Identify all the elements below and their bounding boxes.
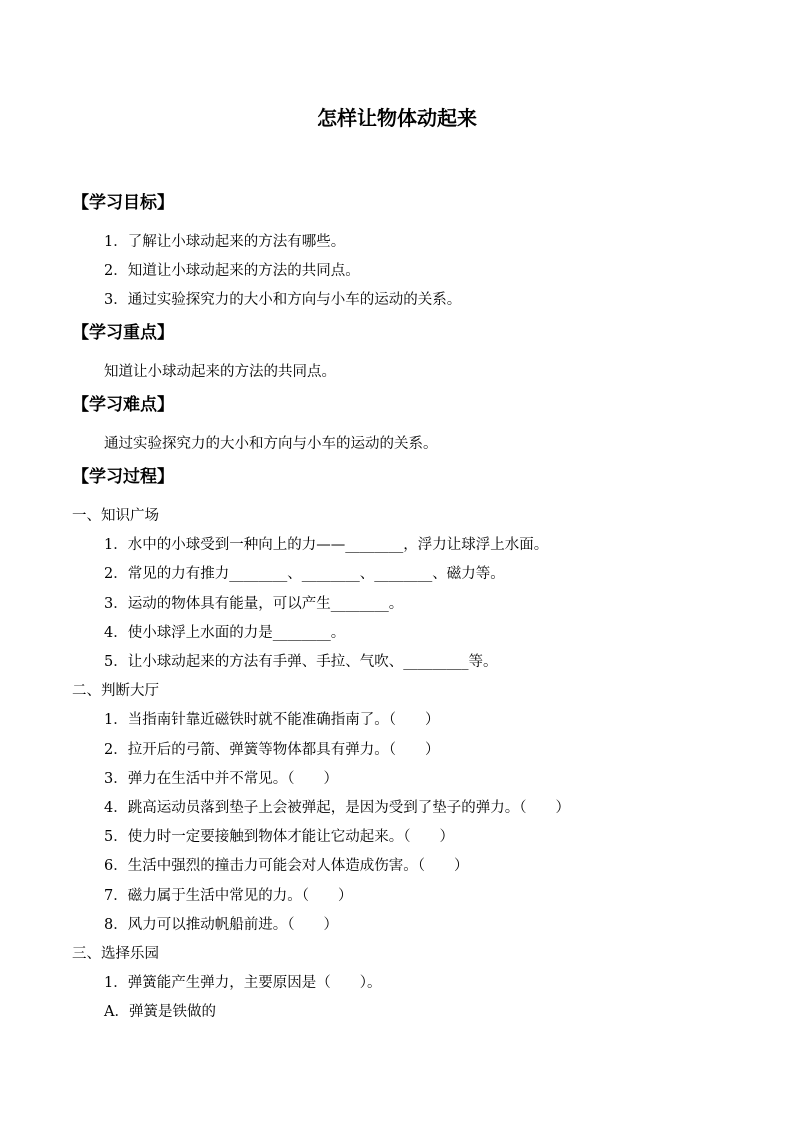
goal-item-2: 2．知道让小球动起来的方法的共同点。	[104, 263, 360, 279]
process-heading: 【学习过程】	[72, 467, 174, 487]
judgement-item-6: 6．生活中强烈的撞击力可能会对人体造成伤害。（ ）	[104, 858, 469, 874]
section-choice-title: 三、选择乐园	[72, 946, 159, 962]
knowledge-item-3: 3．运动的物体具有能量，可以产生________。	[104, 596, 404, 612]
choice-question-1: 1．弹簧能产生弹力，主要原因是（ ）。	[104, 975, 382, 991]
section-knowledge-title: 一、知识广场	[72, 508, 159, 524]
difficulty-heading: 【学习难点】	[72, 395, 174, 415]
key-point-text: 知道让小球动起来的方法的共同点。	[104, 364, 336, 380]
judgement-item-7: 7．磁力属于生活中常见的力。（ ）	[104, 888, 353, 904]
page-title: 怎样让物体动起来	[317, 106, 477, 130]
judgement-item-1: 1．当指南针靠近磁铁时就不能准确指南了。（ ）	[104, 712, 440, 728]
section-judgement-title: 二、判断大厅	[72, 683, 159, 699]
knowledge-item-2: 2．常见的力有推力________、________、________、磁力等。	[104, 566, 505, 582]
judgement-item-5: 5．使力时一定要接触到物体才能让它动起来。（ ）	[104, 829, 454, 845]
knowledge-item-1: 1．水中的小球受到一种向上的力——________，浮力让球浮上水面。	[104, 537, 549, 553]
goal-item-1: 1．了解让小球动起来的方法有哪些。	[104, 234, 346, 250]
choice-option-a: A．弹簧是铁做的	[104, 1004, 216, 1020]
judgement-item-2: 2．拉开后的弓箭、弹簧等物体都具有弹力。（ ）	[104, 742, 440, 758]
judgement-item-8: 8．风力可以推动帆船前进。（ ）	[104, 917, 338, 933]
knowledge-item-4: 4．使小球浮上水面的力是________。	[104, 625, 346, 641]
key-point-heading: 【学习重点】	[72, 323, 174, 343]
judgement-item-4: 4．跳高运动员落到垫子上会被弹起，是因为受到了垫子的弹力。（ ）	[104, 800, 570, 816]
difficulty-text: 通过实验探究力的大小和方向与小车的运动的关系。	[104, 436, 438, 452]
judgement-item-3: 3．弹力在生活中并不常见。（ ）	[104, 771, 338, 787]
goals-heading: 【学习目标】	[72, 193, 174, 213]
goal-item-3: 3．通过实验探究力的大小和方向与小车的运动的关系。	[104, 292, 462, 308]
knowledge-item-5: 5．让小球动起来的方法有手弹、手拉、气吹、_________等。	[104, 654, 498, 670]
